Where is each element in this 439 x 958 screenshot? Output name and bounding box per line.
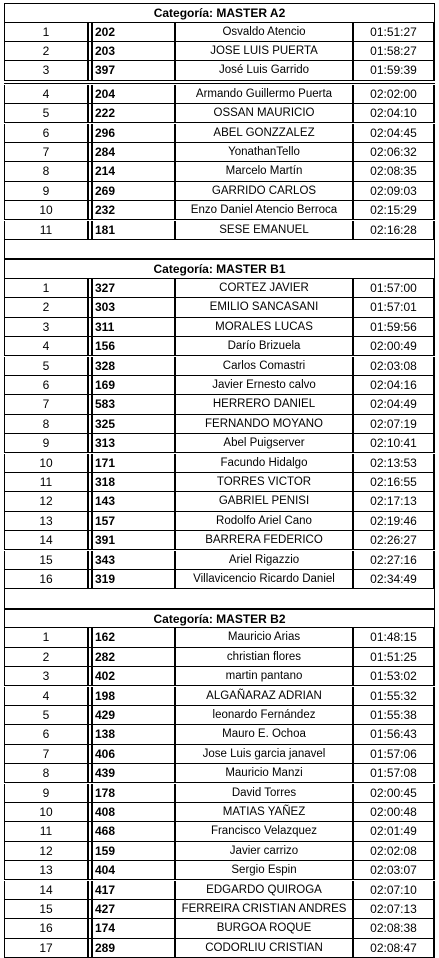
finish-time-cell: 01:57:08	[354, 764, 435, 783]
bib-number-cell: 408	[93, 803, 176, 822]
table-row	[4, 337, 435, 356]
bib-number-cell: 222	[93, 104, 176, 123]
runner-name-cell: Javier carrizo	[176, 842, 354, 861]
finish-time-cell: 01:57:00	[354, 279, 435, 298]
runner-name-cell: Abel Puigserver	[176, 434, 354, 453]
position-cell: 13	[4, 512, 89, 531]
finish-time-cell: 01:53:02	[354, 667, 435, 686]
table-row	[4, 124, 435, 143]
blank-cell	[4, 589, 435, 609]
position-cell: 7	[4, 143, 89, 162]
finish-time-cell: 02:19:46	[354, 512, 435, 531]
bib-number-cell: 325	[93, 415, 176, 434]
finish-time-cell: 02:08:47	[354, 939, 435, 958]
position-cell: 11	[4, 473, 89, 492]
bib-number-cell: 171	[93, 454, 176, 473]
finish-time-cell: 02:04:45	[354, 124, 435, 143]
finish-time-cell: 01:56:43	[354, 725, 435, 744]
bib-number-cell: 429	[93, 706, 176, 725]
finish-time-cell: 02:17:13	[354, 492, 435, 511]
runner-name-cell: YonathanTello	[176, 143, 354, 162]
table-row	[4, 434, 435, 453]
finish-time-cell: 01:55:32	[354, 687, 435, 706]
finish-time-cell: 02:08:38	[354, 919, 435, 938]
runner-name-cell: MATIAS YAÑEZ	[176, 803, 354, 822]
runner-name-cell: EMILIO SANCASANI	[176, 298, 354, 317]
runner-name-cell: JOSE LUIS PUERTA	[176, 42, 354, 61]
bib-number-cell: 159	[93, 842, 176, 861]
category-title: Categoría: MASTER B2	[4, 609, 435, 629]
bib-number-cell: 138	[93, 725, 176, 744]
table-row	[4, 318, 435, 337]
finish-time-cell: 02:06:32	[354, 143, 435, 162]
runner-name-cell: SESE EMANUEL	[176, 221, 354, 240]
table-row	[4, 764, 435, 783]
finish-time-cell: 01:59:56	[354, 318, 435, 337]
table-row	[4, 42, 435, 61]
bib-number-cell: 202	[93, 23, 176, 42]
bib-number-cell: 162	[93, 628, 176, 647]
table-row	[4, 706, 435, 725]
finish-time-cell: 02:09:03	[354, 182, 435, 201]
runner-name-cell: Villavicencio Ricardo Daniel	[176, 570, 354, 589]
bib-number-cell: 203	[93, 42, 176, 61]
runner-name-cell: Francisco Velazquez	[176, 822, 354, 841]
bib-number-cell: 289	[93, 939, 176, 958]
runner-name-cell: Mauro E. Ochoa	[176, 725, 354, 744]
bib-number-cell: 439	[93, 764, 176, 783]
position-cell: 3	[4, 667, 89, 686]
runner-name-cell: CORTEZ JAVIER	[176, 279, 354, 298]
finish-time-cell: 02:16:28	[354, 221, 435, 240]
table-row	[4, 900, 435, 919]
table-row	[4, 842, 435, 861]
finish-time-cell: 02:13:53	[354, 454, 435, 473]
position-cell: 17	[4, 939, 89, 958]
runner-name-cell: José Luis Garrido	[176, 61, 354, 80]
finish-time-cell: 01:51:27	[354, 23, 435, 42]
runner-name-cell: David Torres	[176, 784, 354, 803]
runner-name-cell: Marcelo Martín	[176, 162, 354, 181]
table-row	[4, 201, 435, 220]
finish-time-cell: 02:02:00	[354, 85, 435, 104]
finish-time-cell: 02:27:16	[354, 551, 435, 570]
runner-name-cell: Ariel Rigazzio	[176, 551, 354, 570]
finish-time-cell: 02:03:07	[354, 861, 435, 880]
table-row	[4, 104, 435, 123]
position-cell: 9	[4, 182, 89, 201]
runner-name-cell: Jose Luis garcia janavel	[176, 745, 354, 764]
table-row	[4, 143, 435, 162]
table-row	[4, 221, 435, 240]
bib-number-cell: 406	[93, 745, 176, 764]
position-cell: 13	[4, 861, 89, 880]
finish-time-cell: 01:48:15	[354, 628, 435, 647]
runner-name-cell: OSSAN MAURICIO	[176, 104, 354, 123]
bib-number-cell: 214	[93, 162, 176, 181]
runner-name-cell: ABEL GONZZALEZ	[176, 124, 354, 143]
position-cell: 3	[4, 61, 89, 80]
runner-name-cell: BARRERA FEDERICO	[176, 531, 354, 550]
table-row	[4, 162, 435, 181]
table-row	[4, 395, 435, 414]
runner-name-cell: leonardo Fernández	[176, 706, 354, 725]
finish-time-cell: 02:10:41	[354, 434, 435, 453]
position-cell: 8	[4, 162, 89, 181]
finish-time-cell: 02:26:27	[354, 531, 435, 550]
bib-number-cell: 303	[93, 298, 176, 317]
position-cell: 5	[4, 357, 89, 376]
bib-number-cell: 284	[93, 143, 176, 162]
runner-name-cell: Carlos Comastri	[176, 357, 354, 376]
bib-number-cell: 319	[93, 570, 176, 589]
blank-cell	[4, 240, 435, 260]
category-header	[4, 259, 435, 279]
table-row	[4, 492, 435, 511]
table-row	[4, 881, 435, 900]
bib-number-cell: 198	[93, 687, 176, 706]
runner-name-cell: HERRERO DANIEL	[176, 395, 354, 414]
position-cell: 5	[4, 706, 89, 725]
bib-number-cell: 318	[93, 473, 176, 492]
position-cell: 4	[4, 337, 89, 356]
runner-name-cell: FERREIRA CRISTIAN ANDRES	[176, 900, 354, 919]
runner-name-cell: christian flores	[176, 648, 354, 667]
table-row	[4, 551, 435, 570]
runner-name-cell: Facundo Hidalgo	[176, 454, 354, 473]
table-row	[4, 648, 435, 667]
position-cell: 8	[4, 415, 89, 434]
bib-number-cell: 174	[93, 919, 176, 938]
runner-name-cell: FERNANDO MOYANO	[176, 415, 354, 434]
position-cell: 16	[4, 919, 89, 938]
bib-number-cell: 343	[93, 551, 176, 570]
bib-number-cell: 311	[93, 318, 176, 337]
finish-time-cell: 01:51:25	[354, 648, 435, 667]
bib-number-cell: 181	[93, 221, 176, 240]
finish-time-cell: 02:08:35	[354, 162, 435, 181]
bib-number-cell: 232	[93, 201, 176, 220]
finish-time-cell: 02:03:08	[354, 357, 435, 376]
runner-name-cell: Mauricio Manzi	[176, 764, 354, 783]
position-cell: 11	[4, 822, 89, 841]
finish-time-cell: 02:07:19	[354, 415, 435, 434]
runner-name-cell: GARRIDO CARLOS	[176, 182, 354, 201]
bib-number-cell: 282	[93, 648, 176, 667]
table-row	[4, 687, 435, 706]
blank-row	[4, 240, 435, 260]
finish-time-cell: 02:34:49	[354, 570, 435, 589]
finish-time-cell: 01:58:27	[354, 42, 435, 61]
bib-number-cell: 178	[93, 784, 176, 803]
table-row	[4, 531, 435, 550]
bib-number-cell: 156	[93, 337, 176, 356]
runner-name-cell: Osvaldo Atencio	[176, 23, 354, 42]
finish-time-cell: 01:55:38	[354, 706, 435, 725]
position-cell: 12	[4, 842, 89, 861]
table-row	[4, 667, 435, 686]
category-header	[4, 3, 435, 23]
runner-name-cell: GABRIEL PENISI	[176, 492, 354, 511]
bib-number-cell: 328	[93, 357, 176, 376]
bib-number-cell: 402	[93, 667, 176, 686]
table-row	[4, 279, 435, 298]
runner-name-cell: MORALES LUCAS	[176, 318, 354, 337]
position-cell: 15	[4, 551, 89, 570]
category-title: Categoría: MASTER B1	[4, 259, 435, 279]
runner-name-cell: ALGAÑARAZ ADRIAN	[176, 687, 354, 706]
position-cell: 1	[4, 628, 89, 647]
bib-number-cell: 204	[93, 85, 176, 104]
finish-time-cell: 01:57:06	[354, 745, 435, 764]
bib-number-cell: 169	[93, 376, 176, 395]
bib-number-cell: 327	[93, 279, 176, 298]
position-cell: 14	[4, 531, 89, 550]
position-cell: 1	[4, 279, 89, 298]
runner-name-cell: EDGARDO QUIROGA	[176, 881, 354, 900]
position-cell: 7	[4, 395, 89, 414]
position-cell: 5	[4, 104, 89, 123]
position-cell: 15	[4, 900, 89, 919]
table-row	[4, 919, 435, 938]
finish-time-cell: 02:00:48	[354, 803, 435, 822]
position-cell: 11	[4, 221, 89, 240]
bib-number-cell: 583	[93, 395, 176, 414]
bib-number-cell: 417	[93, 881, 176, 900]
category-title: Categoría: MASTER A2	[4, 3, 435, 23]
finish-time-cell: 02:04:16	[354, 376, 435, 395]
table-row	[4, 85, 435, 104]
finish-time-cell: 02:07:10	[354, 881, 435, 900]
table-row	[4, 357, 435, 376]
finish-time-cell: 02:04:49	[354, 395, 435, 414]
table-row	[4, 570, 435, 589]
finish-time-cell: 02:00:49	[354, 337, 435, 356]
bib-number-cell: 313	[93, 434, 176, 453]
bib-number-cell: 427	[93, 900, 176, 919]
finish-time-cell: 01:59:39	[354, 61, 435, 80]
finish-time-cell: 02:15:29	[354, 201, 435, 220]
position-cell: 6	[4, 376, 89, 395]
blank-row	[4, 589, 435, 609]
finish-time-cell: 01:57:01	[354, 298, 435, 317]
table-row	[4, 512, 435, 531]
finish-time-cell: 02:02:08	[354, 842, 435, 861]
table-row	[4, 628, 435, 647]
runner-name-cell: Armando Guillermo Puerta	[176, 85, 354, 104]
runner-name-cell: Javier Ernesto calvo	[176, 376, 354, 395]
position-cell: 4	[4, 687, 89, 706]
runner-name-cell: Sergio Espin	[176, 861, 354, 880]
bib-number-cell: 269	[93, 182, 176, 201]
runner-name-cell: CODORLIU CRISTIAN	[176, 939, 354, 958]
position-cell: 2	[4, 648, 89, 667]
position-cell: 16	[4, 570, 89, 589]
bib-number-cell: 404	[93, 861, 176, 880]
table-row	[4, 454, 435, 473]
runner-name-cell: Enzo Daniel Atencio Berroca	[176, 201, 354, 220]
position-cell: 14	[4, 881, 89, 900]
table-row	[4, 725, 435, 744]
table-row	[4, 803, 435, 822]
position-cell: 6	[4, 725, 89, 744]
table-row	[4, 298, 435, 317]
position-cell: 12	[4, 492, 89, 511]
position-cell: 10	[4, 803, 89, 822]
category-header	[4, 609, 435, 629]
runner-name-cell: BURGOA ROQUE	[176, 919, 354, 938]
finish-time-cell: 02:01:49	[354, 822, 435, 841]
runner-name-cell: Rodolfo Ariel Cano	[176, 512, 354, 531]
runner-name-cell: Mauricio Arias	[176, 628, 354, 647]
row-separator	[4, 83, 435, 84]
runner-name-cell: martin pantano	[176, 667, 354, 686]
position-cell: 7	[4, 745, 89, 764]
position-cell: 3	[4, 318, 89, 337]
bib-number-cell: 391	[93, 531, 176, 550]
table-row	[4, 61, 435, 80]
position-cell: 6	[4, 124, 89, 143]
table-row	[4, 182, 435, 201]
bib-number-cell: 468	[93, 822, 176, 841]
runner-name-cell: Darío Brizuela	[176, 337, 354, 356]
bib-number-cell: 296	[93, 124, 176, 143]
position-cell: 2	[4, 298, 89, 317]
position-cell: 10	[4, 454, 89, 473]
bib-number-cell: 397	[93, 61, 176, 80]
table-row	[4, 822, 435, 841]
position-cell: 9	[4, 784, 89, 803]
bib-number-cell: 157	[93, 512, 176, 531]
table-row	[4, 473, 435, 492]
position-cell: 4	[4, 85, 89, 104]
position-cell: 9	[4, 434, 89, 453]
table-row	[4, 939, 435, 958]
finish-time-cell: 02:04:10	[354, 104, 435, 123]
table-row	[4, 861, 435, 880]
position-cell: 8	[4, 764, 89, 783]
bib-number-cell: 143	[93, 492, 176, 511]
table-row	[4, 376, 435, 395]
runner-name-cell: TORRES VICTOR	[176, 473, 354, 492]
table-row	[4, 784, 435, 803]
table-row	[4, 745, 435, 764]
table-row	[4, 23, 435, 42]
position-cell: 2	[4, 42, 89, 61]
finish-time-cell: 02:16:55	[354, 473, 435, 492]
position-cell: 1	[4, 23, 89, 42]
position-cell: 10	[4, 201, 89, 220]
finish-time-cell: 02:07:13	[354, 900, 435, 919]
table-row	[4, 415, 435, 434]
finish-time-cell: 02:00:45	[354, 784, 435, 803]
